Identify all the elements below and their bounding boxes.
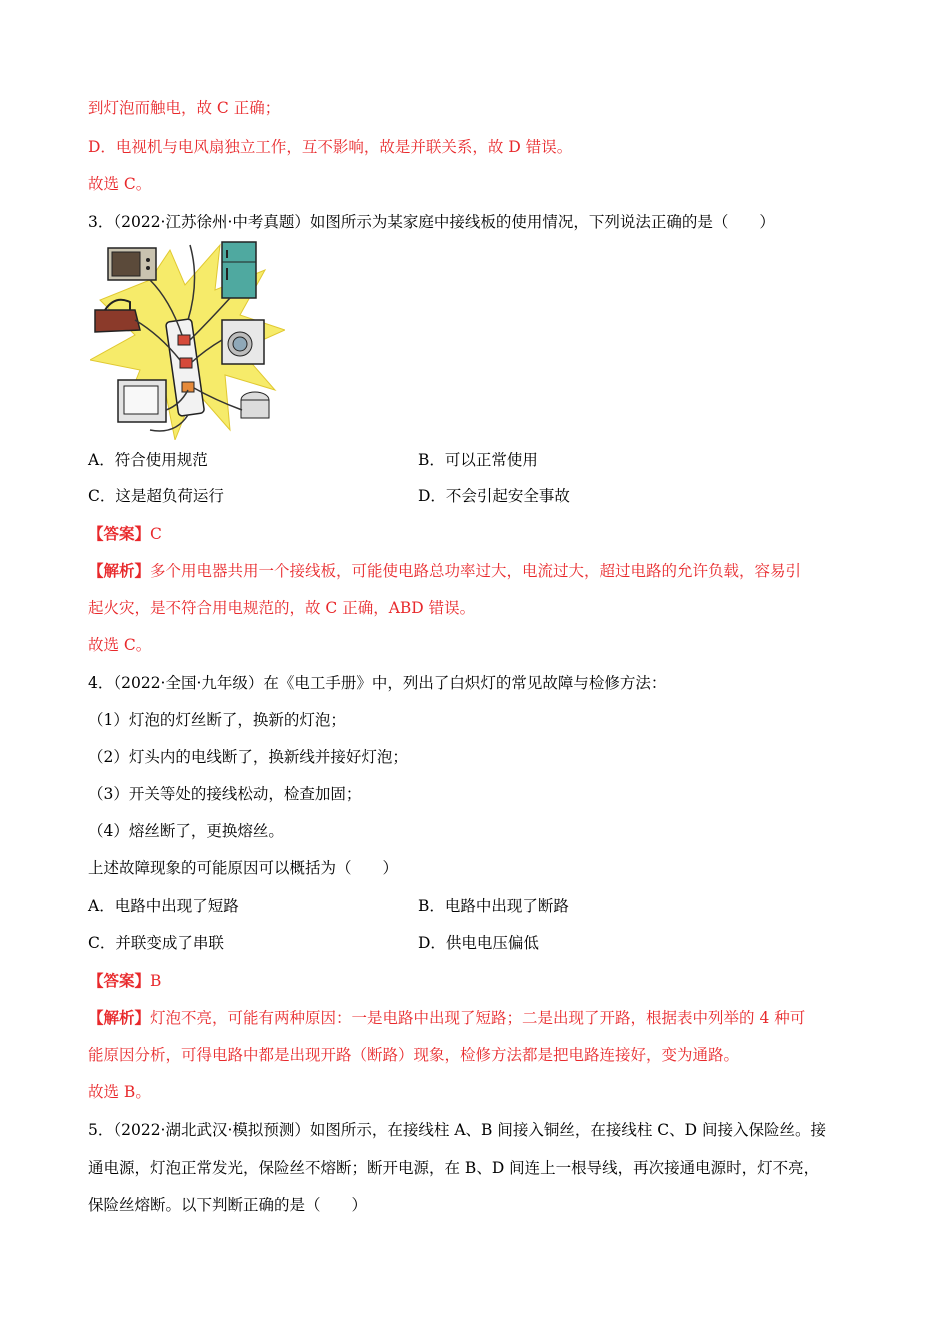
q4-option-c: C．并联变成了串联 <box>88 934 224 952</box>
q3-option-b: B．可以正常使用 <box>418 451 538 469</box>
q4-analysis-tag: 【解析】 <box>88 1008 151 1027</box>
q4-option-d: D．供电电压偏低 <box>418 934 539 952</box>
q3-option-d: D．不会引起安全事故 <box>418 487 570 505</box>
power-strip-illustration <box>90 240 285 440</box>
q3-answer-value: C <box>150 525 162 543</box>
q4-analysis-line-1 <box>88 1008 805 1028</box>
q4-question: 上述故障现象的可能原因可以概括为（ ） <box>88 859 399 877</box>
q3-answer <box>88 524 162 544</box>
q5-stem-line-1: 5．（2022·湖北武汉·模拟预测）如图所示，在接线柱 A、B 间接入铜丝，在接线柱 C、D 间接入保险丝。接 <box>88 1121 826 1139</box>
q4-answer-value: B <box>150 972 162 990</box>
q4-analysis-text-1: 灯泡不亮，可能有两种原因：一是电路中出现了短路；二是出现了开路，根据表中列举的 4 种可 <box>150 1009 806 1027</box>
q3-analysis-text-1: 多个用电器共用一个接线板，可能使电路总功率过大，电流过大，超过电路的允许负载，容易引 <box>150 562 802 580</box>
q3-choose: 故选 C。 <box>88 636 152 654</box>
prev-answer-line-1: 到灯泡而触电，故 C 正确； <box>88 99 281 117</box>
q4-item-3: （3）开关等处的接线松动，检查加固； <box>88 785 362 803</box>
q5-stem-line-2: 通电源，灯泡正常发光，保险丝不熔断；断开电源，在 B、D 间连上一根导线，再次接通电源时，灯不亮， <box>88 1159 820 1177</box>
q4-answer <box>88 971 161 991</box>
q3-stem: 3．（2022·江苏徐州·中考真题）如图所示为某家庭中接线板的使用情况，下列说法正确的是（ ） <box>88 213 775 231</box>
q4-stem: 4．（2022·全国·九年级）在《电工手册》中，列出了白炽灯的常见故障与检修方法： <box>88 674 667 692</box>
q3-option-a: A．符合使用规范 <box>88 451 208 469</box>
q4-answer-tag: 【答案】 <box>88 971 151 990</box>
q3-analysis-line-1 <box>88 561 801 581</box>
q4-analysis-line-2: 能原因分析，可得电路中都是出现开路（断路）现象，检修方法都是把电路连接好，变为通路。 <box>88 1046 740 1064</box>
q4-choose: 故选 B。 <box>88 1083 151 1101</box>
q4-item-4: （4）熔丝断了，更换熔丝。 <box>88 822 284 840</box>
overloaded-power-strip-image <box>90 240 285 440</box>
prev-answer-choose: 故选 C。 <box>88 175 152 193</box>
prev-answer-line-2: D．电视机与电风扇独立工作，互不影响，故是并联关系，故 D 错误。 <box>88 138 573 156</box>
q4-option-b: B．电路中出现了断路 <box>418 897 569 915</box>
q3-answer-tag: 【答案】 <box>88 524 151 543</box>
q4-option-a: A．电路中出现了短路 <box>88 897 239 915</box>
q5-stem-line-3: 保险丝熔断。以下判断正确的是（ ） <box>88 1196 368 1214</box>
q3-analysis-line-2: 起火灾，是不符合用电规范的，故 C 正确，ABD 错误。 <box>88 599 476 617</box>
q4-item-1: （1）灯泡的灯丝断了，换新的灯泡； <box>88 711 346 729</box>
q4-item-2: （2）灯头内的电线断了，换新线并接好灯泡； <box>88 748 408 766</box>
q3-analysis-tag: 【解析】 <box>88 561 151 580</box>
q3-option-c: C．这是超负荷运行 <box>88 487 224 505</box>
